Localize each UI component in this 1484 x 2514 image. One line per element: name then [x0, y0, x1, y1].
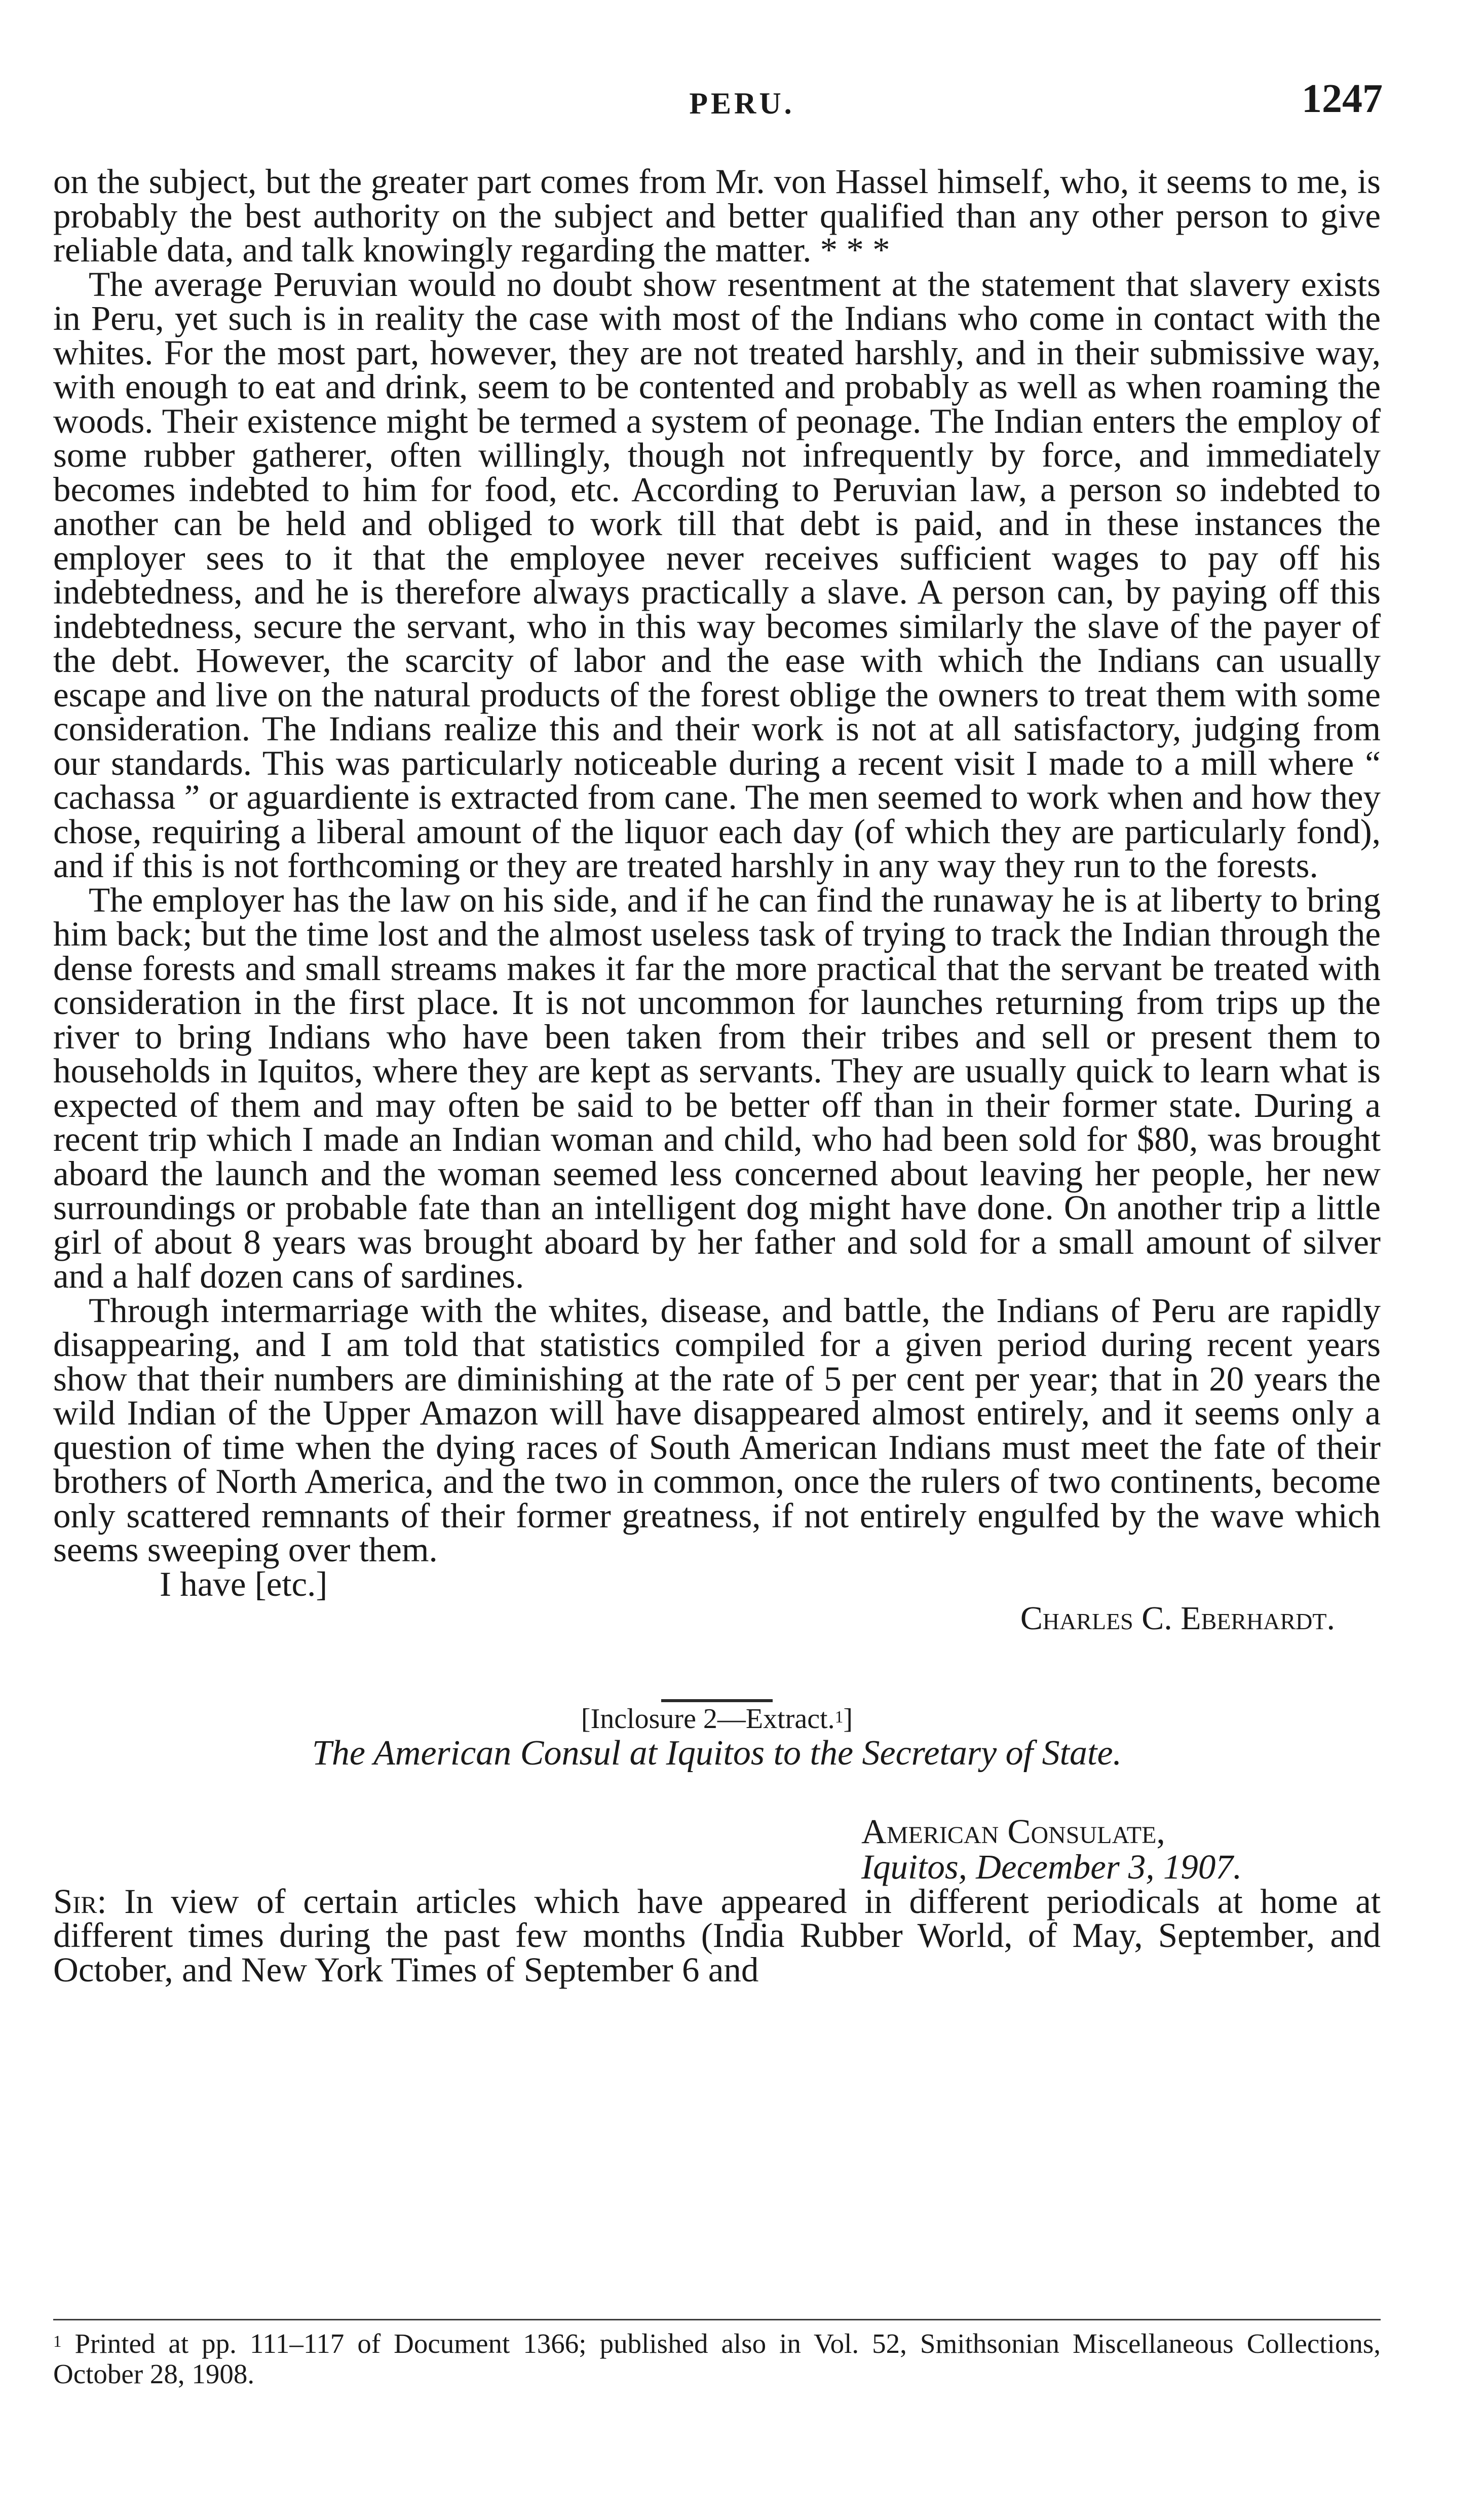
letter-opening-paragraph: [53, 1882, 1381, 1989]
page-number: 1247: [1302, 77, 1383, 121]
paragraph-slavery: The average Peruvian would no doubt show resentment at the statement that slavery exists in Peru, yet such is in reality the case with most of the Indians who come in contact with the whites. For the most part, however, they are not treated harshly, and in their submissive way, with enough to eat and drink, seem to be contented and probably as well as when roaming the woods. Their existence might be termed a system of peonage. The Indian enters the employ of some rubber gatherer, often willingly, though not infrequently by force, and immediately becomes indebted to him for food, etc. According to Peruvian law, a person so indebted to another can be held and obliged to work till that debt is paid, and in these instances the employer sees to it that the employee never receives sufficient wages to pay off his indebtedness, and he is therefore always practically a slave. A person can, by paying off this indebtedness, secure the servant, who in this way becomes similarly the slave of the payer of the debt. However, the scarcity of labor and the ease with which the Indians can usually escape and live on the natural products of the forest oblige the owners to treat them with some consideration. The Indians realize this and their work is not at all satisfactory, judging from our standards. This was particularly noticeable during a recent visit I made to a mill where “ cachassa ” or aguardiente is extracted from cane. The men seemed to work when and how they chose, requiring a liberal amount of the liquor each day (of which they are particularly fond), and if this is not forthcoming or they are treated harshly in any way they run to the forests.: [53, 265, 1381, 885]
body-text: [53, 162, 1381, 1989]
letter-heading: The American Consul at Iquitos to the Secretary of State.: [312, 1734, 1122, 1773]
letter-opening-text: In view of certain articles which have appeared in different periodicals at home at different times during the past few months (India Rubber World, of May, September, and October, and New York Times of September 6 and: [53, 1882, 1381, 1989]
paragraph-continuation: on the subject, but the greater part comes from Mr. von Hassel himself, who, it seems to me, is probably the best authority on the subject and better qualified than any other person to give reliable data, and talk knowingly regarding the matter. * * *: [53, 162, 1381, 269]
inclosure-bracket: ]: [843, 1703, 853, 1735]
footnote: [53, 2329, 1381, 2389]
letter-closing: I have [etc.]: [160, 1564, 328, 1603]
running-head: [0, 76, 1484, 132]
signature: Charles C. Eberhardt.: [1020, 1600, 1335, 1637]
footnote-text: Printed at pp. 111–117 of Document 1366; published also in Vol. 52, Smithsonian Miscellaneous Collections, October 28, 1908.: [53, 2328, 1381, 2389]
consulate-dateline: [53, 1814, 1381, 1885]
paragraph-intermarriage: Through intermarriage with the whites, disease, and battle, the Indians of Peru are rapidly disappearing, and I am told that statistics compiled for a given period during recent years show that their numbers are diminishing at the rate of 5 per cent per year; that in 20 years the wild Indian of the Upper Amazon will have disappeared almost entirely, and it seems only a question of time when the dying races of South American Indians must meet the fate of their brothers of North America, and the two in common, once the rulers of two continents, become only scattered remnants of their former greatness, if not entirely engulfed by the wave which seems sweeping over them.: [53, 1291, 1381, 1569]
consulate-date: Iquitos, December 3, 1907.: [861, 1847, 1242, 1886]
footnote-rule: [53, 2319, 1381, 2320]
footnote-mark: 1: [53, 2333, 62, 2351]
paragraph-employer: The employer has the law on his side, and if he can find the runaway he is at liberty to bring him back; but the time lost and the almost useless task of trying to track the Indian through the dense forests and small streams makes it far the more practical that the servant be treated with consideration in the first place. It is not uncommon for launches returning from trips up the river to bring Indians who have been taken from their tribes and sell or present them to households in Iquitos, where they are kept as servants. They are usually quick to learn what is expected of them and may often be said to be better off than in their former state. During a recent trip which I made an Indian woman and child, who had been sold for $80, was brought aboard the launch and the woman seemed less concerned about leaving her people, her new surroundings or probable fate than an intelligent dog might have done. On another trip a little girl of about 8 years was brought aboard by her father and sold for a small amount of silver and a half dozen cans of sardines.: [53, 880, 1381, 1295]
inclosure-footnote-mark: 1: [834, 1707, 844, 1727]
inclosure-label: [53, 1702, 1381, 1737]
consulate-place: American Consulate,: [861, 1812, 1165, 1851]
inclosure-text: [Inclosure 2—Extract.: [581, 1703, 835, 1735]
running-title: PERU.: [689, 87, 795, 120]
salutation: Sir:: [53, 1882, 107, 1921]
